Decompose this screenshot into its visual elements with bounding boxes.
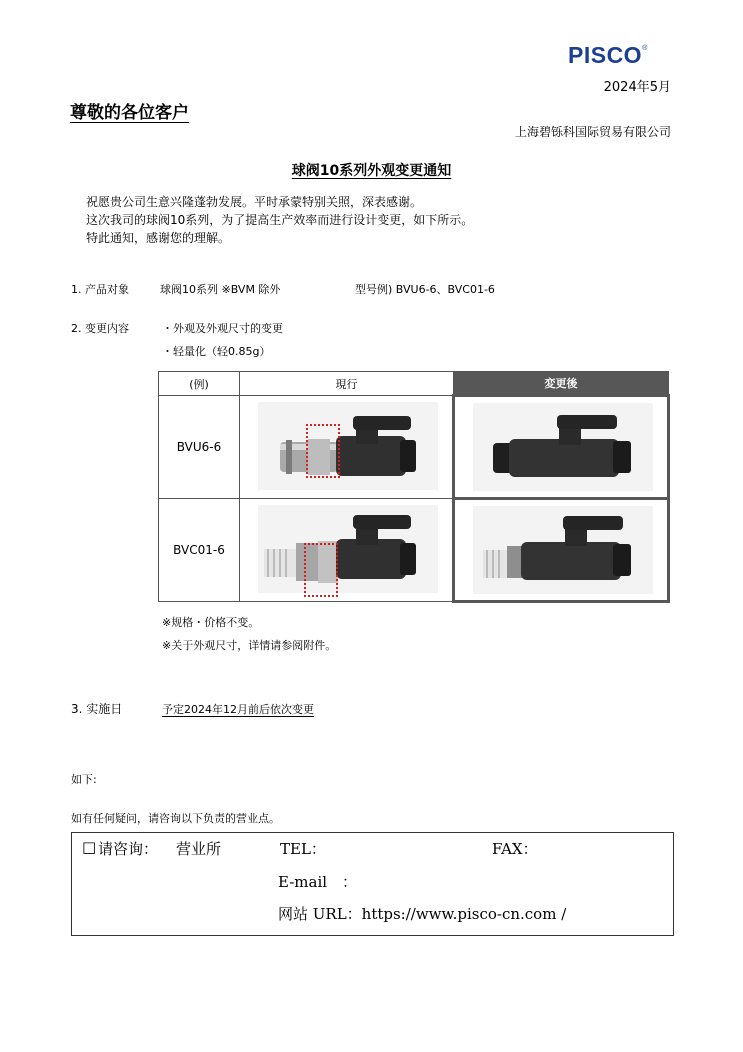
section3-label: 3. 实施日: [71, 702, 123, 716]
email-field: E-mail ：: [278, 873, 358, 891]
header-current: 現行: [240, 372, 454, 396]
model-name: BVU6-6: [159, 396, 240, 499]
comparison-table: [158, 371, 670, 603]
model-name: BVC01-6: [159, 499, 240, 602]
intro-line-1: 祝愿贵公司生意兴隆蓬勃发展。平时承蒙特别关照，深表感谢。: [86, 195, 423, 209]
contact-checkbox: □: [82, 838, 97, 856]
website-url[interactable]: 网站 URL：https://www.pisco-cn.com /: [278, 905, 567, 923]
table-row: [159, 396, 669, 499]
inquiry-text: 如有任何疑问，请咨询以下负责的营业点。: [71, 812, 280, 825]
contact-box: [71, 832, 674, 936]
section3-value: 予定2024年12月前后依次变更: [162, 703, 314, 716]
as-follows-label: 如下:: [71, 773, 97, 786]
sales-office: 营业所: [176, 840, 222, 858]
bvc-after-photo: [473, 506, 653, 594]
current-photo-cell: [240, 499, 454, 602]
bvu-current-photo: [258, 402, 438, 490]
logo-text: PISCO: [568, 42, 643, 68]
contact-label: 请咨询：: [98, 840, 159, 858]
section1-models: 型号例) BVU6-6、BVC01-6: [355, 283, 495, 296]
note-dimensions: ※关于外观尺寸，详情请参阅附件。: [162, 639, 337, 652]
header-example: (例): [159, 372, 240, 396]
table-header-row: [159, 372, 669, 396]
after-photo-cell: [454, 499, 669, 602]
section1-value: 球阀10系列 ※BVM 除外: [160, 283, 281, 296]
intro-line-2: 这次我司的球阀10系列，为了提高生产效率而进行设计变更，如下所示。: [86, 213, 474, 227]
current-photo-cell: [240, 396, 454, 499]
notice-title: 球阀10系列外观变更通知: [291, 163, 452, 179]
document-date: 2024年5月: [603, 80, 671, 95]
section1-label: 1. 产品对象: [71, 283, 129, 296]
section2-item-1: ・外观及外观尺寸的变更: [162, 322, 283, 335]
bvc-current-photo: [258, 505, 438, 593]
change-marker-box: [304, 543, 338, 597]
tel-field: TEL：: [280, 840, 326, 858]
after-photo-cell: [454, 396, 669, 499]
change-marker-box: [306, 424, 340, 478]
section2-item-2: ・轻量化（轻0.85g）: [162, 345, 271, 358]
intro-line-3: 特此通知，感谢您的理解。: [86, 231, 231, 245]
note-spec-price: ※规格・价格不变。: [162, 616, 260, 629]
section2-label: 2. 变更内容: [71, 322, 129, 335]
table-row: [159, 499, 669, 602]
pisco-logo: [568, 42, 648, 69]
header-after: 変更後: [454, 372, 669, 396]
fax-field: FAX：: [492, 840, 538, 858]
greeting: 尊敬的各位客户: [70, 103, 189, 123]
company-name: 上海碧铄科国际贸易有限公司: [514, 125, 671, 139]
bvu-after-photo: [473, 403, 653, 491]
registered-mark: ®: [642, 45, 648, 52]
